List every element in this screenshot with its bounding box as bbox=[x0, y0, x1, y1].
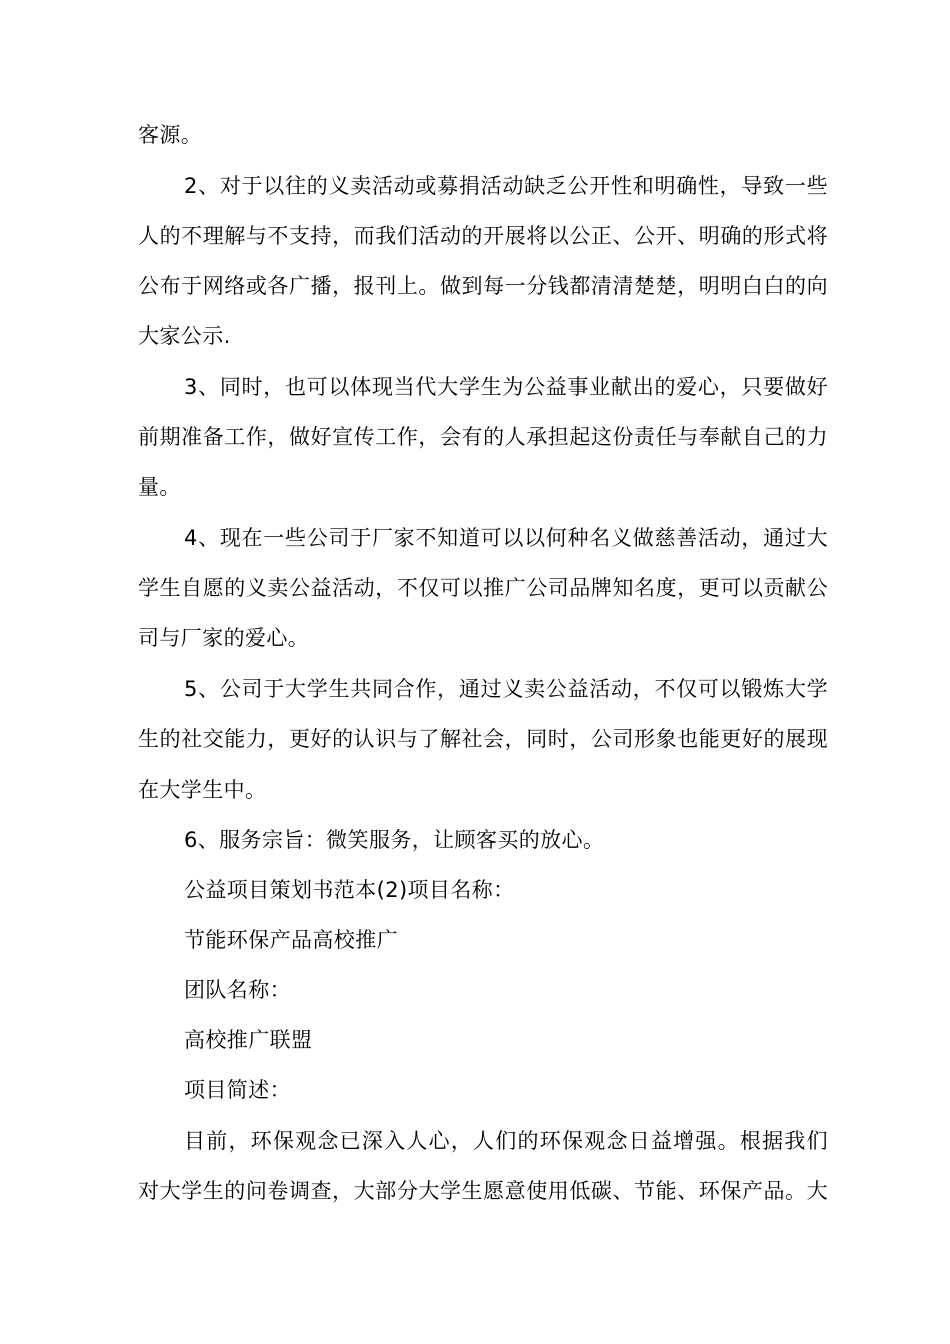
text-line: 大家公示. bbox=[138, 324, 231, 348]
text-line: 学生自愿的义卖公益活动，不仅可以推广公司品牌知名度，更可以贡献公 bbox=[138, 576, 828, 600]
text-line: 6、服务宗旨：微笑服务，让顾客买的放心。 bbox=[184, 828, 605, 852]
text-line: 司与厂家的爱心。 bbox=[138, 626, 310, 650]
text-line: 公布于网络或各广播，报刊上。做到每一分钱都清清楚楚，明明白白的向 bbox=[138, 274, 828, 298]
text-line: 目前，环保观念已深入人心，人们的环保观念日益增强。根据我们 bbox=[184, 1129, 828, 1153]
text-line: 3、同时，也可以体现当代大学生为公益事业献出的爱心，只要做好 bbox=[184, 375, 828, 399]
text-line: 生的社交能力，更好的认识与了解社会，同时，公司形象也能更好的展现 bbox=[138, 727, 828, 751]
text-line: 项目简述： bbox=[184, 1078, 291, 1102]
text-line: 在大学生中。 bbox=[138, 778, 267, 802]
text-line: 5、公司于大学生共同合作，通过义卖公益活动，不仅可以锻炼大学 bbox=[184, 677, 828, 701]
text-line: 节能环保产品高校推广 bbox=[184, 928, 398, 952]
text-line: 高校推广联盟 bbox=[184, 1028, 313, 1052]
text-line: 前期准备工作，做好宣传工作，会有的人承担起这份责任与奉献自己的力 bbox=[138, 425, 828, 449]
text-line: 量。 bbox=[138, 475, 181, 499]
text-line: 公益项目策划书范本(2)项目名称： bbox=[184, 878, 515, 902]
text-line: 2、对于以往的义卖活动或募捐活动缺乏公开性和明确性，导致一些 bbox=[184, 174, 828, 198]
text-line: 4、现在一些公司于厂家不知道可以以何种名义做慈善活动，通过大 bbox=[184, 526, 828, 550]
text-line: 人的不理解与不支持，而我们活动的开展将以公正、公开、明确的形式将 bbox=[138, 224, 828, 248]
text-line: 团队名称： bbox=[184, 978, 291, 1002]
text-line: 对大学生的问卷调查，大部分大学生愿意使用低碳、节能、环保产品。大 bbox=[138, 1179, 828, 1203]
text-line: 客源。 bbox=[138, 123, 203, 147]
